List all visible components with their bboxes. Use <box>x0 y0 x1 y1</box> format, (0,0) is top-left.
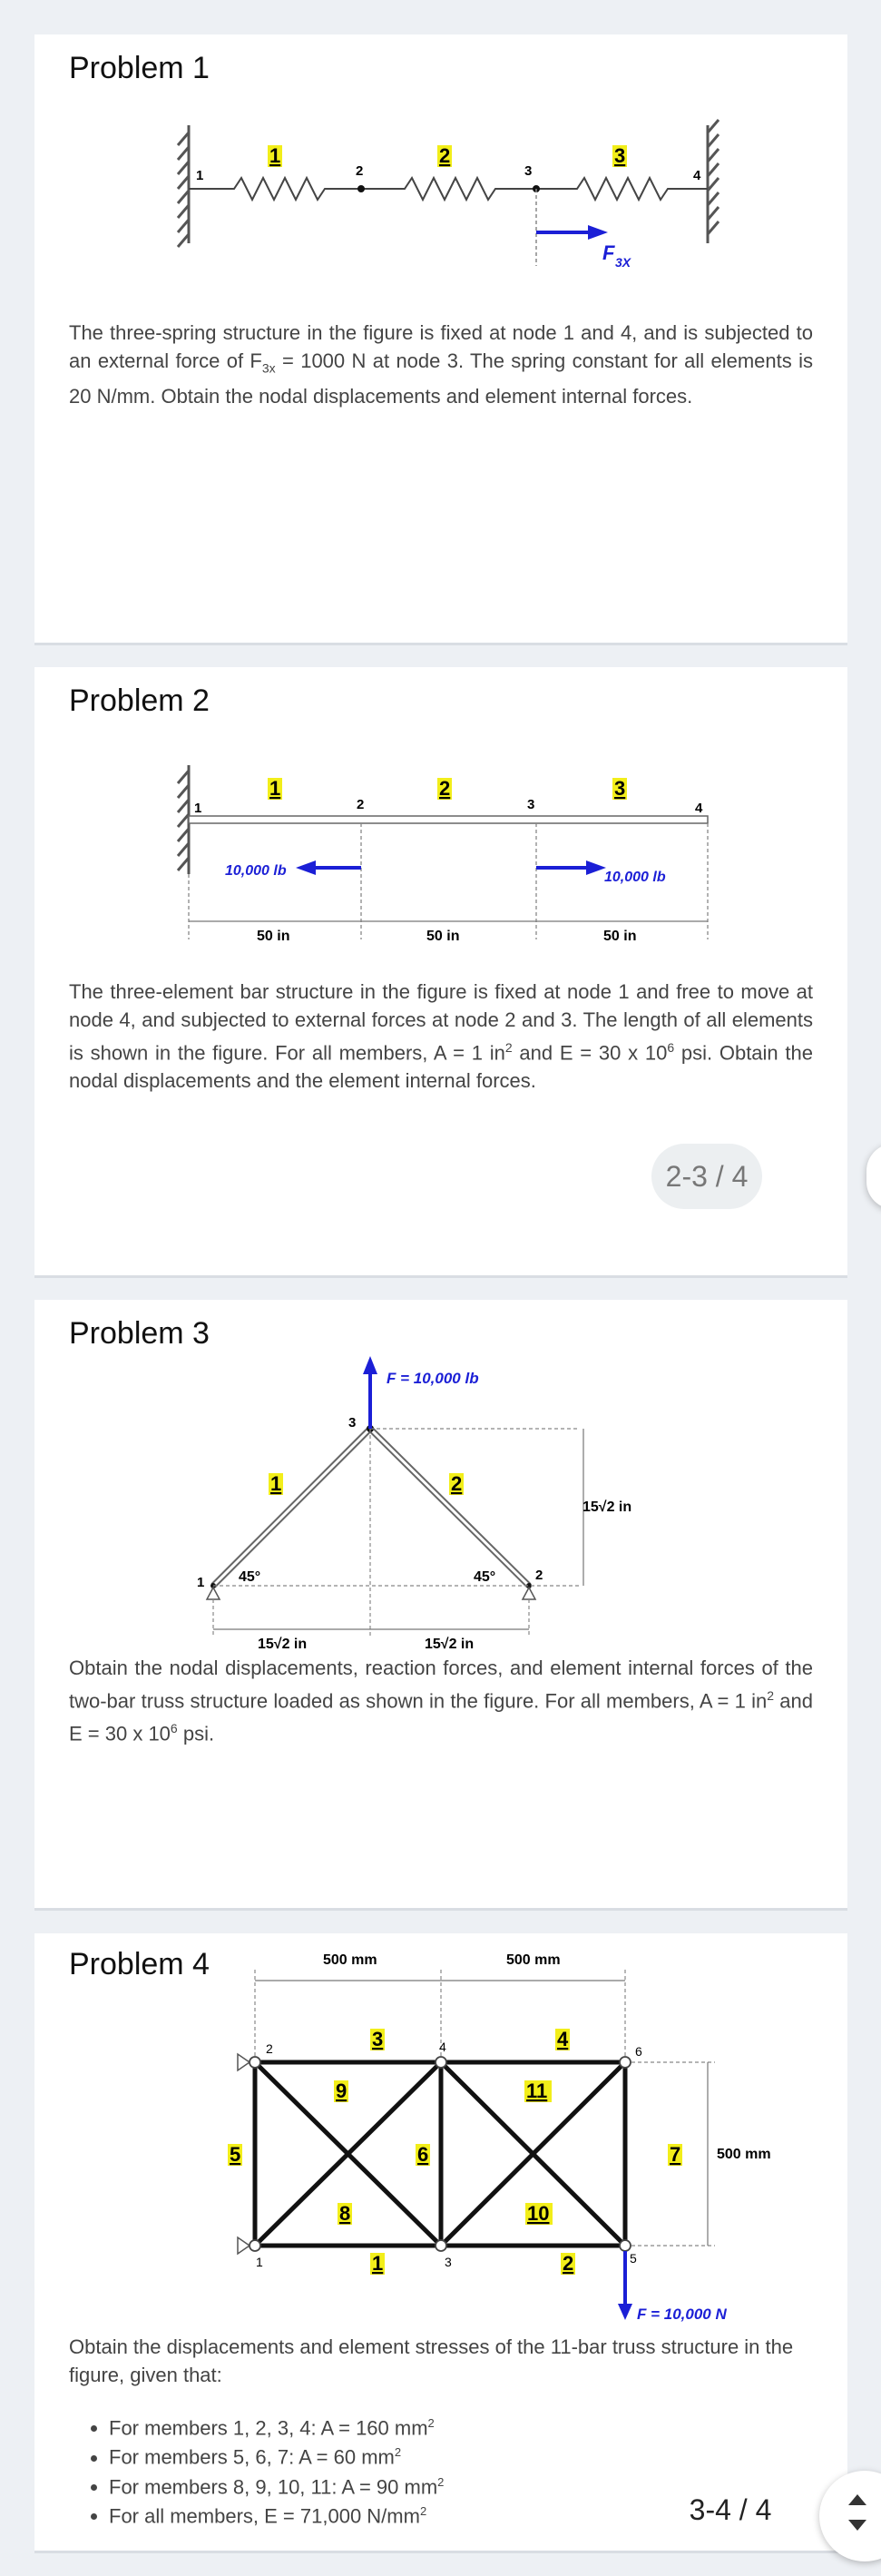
element-label: 2 <box>451 1472 463 1495</box>
page-indicator: 3-4 / 4 <box>662 2478 798 2542</box>
page-nav-edge-button[interactable] <box>866 1144 881 1209</box>
element-label: 9 <box>336 2079 348 2102</box>
problem-description: Obtain the nodal displacements, reaction forces, and element internal forces of the two-bar truss structure loaded as shown in the figure. For all members, A = 1 $in^2$ and E = 30 x $10^6$ psi. <box>69 1657 813 1745</box>
element-label: 6 <box>417 2143 429 2166</box>
element-label: 3 <box>614 777 626 800</box>
node-label: 2 <box>535 1568 543 1583</box>
member-properties-list <box>69 2411 444 2528</box>
length-label: 50 in <box>603 929 637 944</box>
problem-2-card <box>34 667 847 1278</box>
node-label: 1 <box>196 168 204 183</box>
element-label: 4 <box>557 2028 569 2050</box>
node-label: 3 <box>524 163 533 179</box>
node-label: 2 <box>266 2041 273 2056</box>
problem-description: The three-spring structure in the figure is fixed at node 1 and 4, and is subjected to an external force of $F_{3x} = 1000$ N at node 3. The spring constant for all elements is 20 N/mm. Obtain the nodal displacements and element internal forces. <box>69 321 813 408</box>
element-label: 10 <box>527 2202 550 2225</box>
node-label: 1 <box>256 2255 263 2269</box>
dimension-label: 500 mm <box>323 1952 377 1968</box>
list-item: • For members 1, 2, 3, 4: A = 160 $mm^2$ <box>109 2411 444 2440</box>
node-2-dot <box>357 185 365 192</box>
eleven-bar-truss-figure <box>34 1933 847 2342</box>
spring-1 <box>189 178 361 200</box>
node-label: 4 <box>439 2040 446 2054</box>
dimension-label: 500 mm <box>506 1952 561 1968</box>
list-item: • For members 8, 9, 10, 11: A = 90 $mm^2$ <box>109 2470 444 2499</box>
element-label: 1 <box>269 144 281 167</box>
element-label: 2 <box>439 777 451 800</box>
element-label: 5 <box>230 2143 241 2166</box>
force-label-left: 10,000 lb <box>225 863 287 879</box>
problem-1-card <box>34 34 847 645</box>
force-label: F <box>602 241 615 264</box>
dimension-label: 500 mm <box>717 2147 771 2162</box>
length-label: 50 in <box>257 929 290 944</box>
element-label: 3 <box>372 2028 384 2050</box>
element-label: 3 <box>614 144 626 167</box>
node-label: 1 <box>194 801 202 816</box>
element-label: 1 <box>270 1472 282 1495</box>
node-label: 2 <box>356 163 364 179</box>
element-label: 8 <box>339 2202 351 2225</box>
chevron-up-icon <box>848 2494 866 2505</box>
spring-system-figure <box>34 34 847 307</box>
node-label: 2 <box>357 797 365 812</box>
node-label: 4 <box>693 168 701 183</box>
problem-description: The three-element bar structure in the figure is fixed at node 1 and free to move at node 4, and subjected to external forces at node 2 and 3. The length of all elements is shown in the figure. For all members, A = 1 $in^2$ and E = 30 x $10^6$ psi. Obtain the nodal displacements and the element internal forces. <box>69 980 813 1093</box>
pin-support-right <box>523 1588 535 1599</box>
problem-title: Problem 4 <box>69 1947 210 1981</box>
pin-support-top <box>238 2054 250 2070</box>
force-label-subscript: 3X <box>615 255 631 270</box>
element-label: 7 <box>670 2143 681 2166</box>
node-label: 4 <box>695 801 703 816</box>
bar <box>189 816 708 823</box>
problem-title: Problem 2 <box>69 683 210 718</box>
node-label: 5 <box>630 2251 637 2266</box>
chevron-down-icon <box>848 2520 866 2531</box>
node-label: 6 <box>635 2044 642 2059</box>
problem-title: Problem 1 <box>69 51 210 85</box>
node-label: 3 <box>348 1415 357 1431</box>
force-label: F = 10,000 lb <box>387 1370 479 1387</box>
pin-support-left <box>207 1588 220 1599</box>
height-label: 15√2 in <box>582 1499 632 1515</box>
list-item: • For all members, E = 71,000 $N/mm^2$ <box>109 2499 444 2528</box>
list-item: • For members 5, 6, 7: A = 60 $mm^2$ <box>109 2440 444 2469</box>
element-label: 2 <box>439 144 451 167</box>
problem-3-card <box>34 1300 847 1911</box>
span-label-left: 15√2 in <box>258 1637 308 1652</box>
node-label: 1 <box>197 1575 205 1590</box>
element-label: 1 <box>372 2252 384 2275</box>
angle-label-left: 45° <box>239 1569 261 1585</box>
problem-title: Problem 3 <box>69 1316 210 1351</box>
element-label: 1 <box>269 777 281 800</box>
pin-support-bottom <box>238 2237 250 2254</box>
spring-3 <box>536 178 708 200</box>
fixed-wall-left <box>178 125 189 247</box>
force-label: F = 10,000 N <box>637 2306 727 2323</box>
element-label: 11 <box>526 2079 548 2102</box>
angle-label-right: 45° <box>474 1569 496 1585</box>
force-arrow-head <box>588 225 608 240</box>
length-label: 50 in <box>426 929 460 944</box>
fixed-wall-right <box>708 120 719 243</box>
element-label: 2 <box>563 2252 574 2275</box>
problem-description: Obtain the displacements and element stresses of the 11-bar truss structure in the figure, given that: <box>69 2335 794 2386</box>
bar-system-figure <box>34 667 847 958</box>
node-label: 3 <box>445 2255 452 2269</box>
page-indicator: 2-3 / 4 <box>651 1144 762 1209</box>
fixed-wall-left <box>178 765 189 874</box>
node-label: 3 <box>527 797 535 812</box>
force-label-right: 10,000 lb <box>604 870 666 885</box>
spring-2 <box>361 178 536 200</box>
problem-4-card <box>34 1933 847 2553</box>
two-bar-truss-figure <box>34 1300 847 1652</box>
span-label-right: 15√2 in <box>425 1637 475 1652</box>
